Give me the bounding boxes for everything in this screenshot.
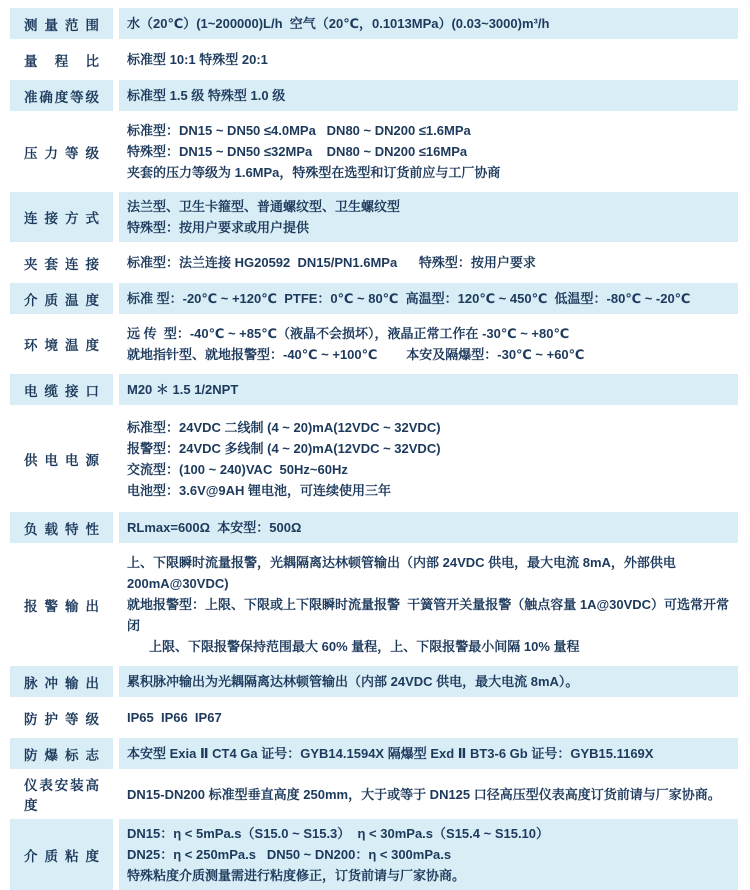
value-line: 上、下限瞬时流量报警，光耦隔离达林顿管输出（内部 24VDC 供电，最大电流 8mA，外部供电 200mA@30VDC) [127, 555, 680, 591]
row-label [10, 247, 113, 278]
row-label [10, 8, 113, 39]
row-value [119, 319, 738, 369]
row-value [119, 774, 738, 814]
row-label-text: 报警输出 [24, 598, 99, 614]
row-label-text: 压力等级 [24, 145, 99, 161]
spec-row-explosion-proof-mark [10, 738, 738, 769]
row-value [119, 374, 738, 405]
value-line: 水（20℃）(1~200000)L/h 空气（20℃，0.1013MPa）(0.03~3000)m³/h [127, 16, 550, 31]
row-label-text: 电缆接口 [24, 383, 99, 399]
row-label [10, 80, 113, 111]
row-label [10, 738, 113, 769]
value-line: DN15：η < 5mPa.s（S15.0 ~ S15.3） η < 30mPa.s（S15.4 ~ S15.10） [127, 826, 550, 841]
spec-row-medium-viscosity [10, 819, 738, 890]
row-label [10, 548, 113, 661]
row-value [119, 819, 738, 890]
spec-row-ambient-temperature [10, 319, 738, 369]
row-label-text: 连接方式 [24, 211, 99, 226]
row-value [119, 702, 738, 733]
spec-row-protection-class [10, 702, 738, 733]
row-value [119, 44, 738, 75]
value-line: 累积脉冲输出为光耦隔离达林顿管输出（内部 24VDC 供电，最大电流 8mA）。 [127, 674, 579, 689]
value-line: RLmax=600Ω 本安型：500Ω [127, 520, 302, 535]
value-line: 法兰型、卫生卡箍型、普通螺纹型、卫生螺纹型 [127, 199, 401, 214]
value-line: DN25：η < 250mPa.s DN50 ~ DN200：η < 300mPa.s [127, 847, 452, 862]
row-value [119, 666, 738, 697]
row-label [10, 283, 113, 314]
value-line: 特殊型：按用户要求或用户提供 [127, 220, 310, 235]
row-value [119, 512, 738, 543]
spec-row-pressure-rating [10, 116, 738, 187]
row-label-text: 准确度等级 [24, 89, 99, 105]
spec-row-connection-type [10, 192, 738, 242]
row-value [119, 116, 738, 187]
value-line: M20 ＊ 1.5 1/2NPT [127, 382, 239, 397]
row-label-text: 脉冲输出 [24, 675, 99, 691]
row-label [10, 374, 113, 405]
value-line: 电池型：3.6V@9AH 锂电池，可连续使用三年 [127, 482, 392, 498]
value-line: 报警型：24VDC 多线制 (4 ~ 20)mA(12VDC ~ 32VDC) [127, 440, 441, 456]
row-label-text: 仪表安装高度 [24, 778, 99, 813]
value-line: DN15-DN200 标准型垂直高度 250mm，大于或等于 DN125 口径高压型仪表高度订货前请与厂家协商。 [127, 786, 721, 802]
row-label-text: 介质温度 [24, 292, 99, 308]
row-value [119, 548, 738, 661]
row-label [10, 512, 113, 543]
row-value [119, 283, 738, 314]
value-line: 特殊粘度介质测量需进行粘度修正，订货前请与厂家协商。 [127, 868, 466, 883]
row-label-text: 防护等级 [24, 711, 99, 727]
value-line: 上限、下限报警保持范围最大 60% 量程，上、下限报警最小间隔 10% 量程 [149, 639, 580, 654]
row-label [10, 819, 113, 890]
spec-row-power-supply [10, 410, 738, 507]
row-label [10, 319, 113, 369]
row-label-text: 环境温度 [24, 338, 99, 353]
row-value [119, 192, 738, 242]
row-label-text: 供电电源 [24, 452, 99, 468]
spec-row-installation-height [10, 774, 738, 814]
row-label [10, 116, 113, 187]
row-label-text: 夹套连接 [24, 256, 99, 272]
value-line: 标准型 1.5 级 特殊型 1.0 级 [127, 88, 286, 103]
spec-row-pulse-output [10, 666, 738, 697]
row-label-text: 量程比 [24, 53, 99, 69]
value-line: 标准型 10:1 特殊型 20:1 [127, 52, 268, 67]
value-line: 标准型：法兰连接 HG20592 DN15/PN1.6MPa 特殊型：按用户要求 [127, 255, 536, 270]
row-label-text: 介质粘度 [24, 848, 99, 864]
row-label [10, 410, 113, 507]
value-line: IP65 IP66 IP67 [127, 710, 222, 725]
row-label [10, 44, 113, 75]
value-line: 远 传 型：-40℃ ~ +85℃（液晶不会损坏），液晶正常工作在 -30℃ ~ +80℃ [127, 326, 570, 341]
row-value [119, 738, 738, 769]
value-line: 就地报警型：上限、下限或上下限瞬时流量报警 干簧管开关量报警（触点容量 1A@30VDC）可选常开常闭 [127, 597, 730, 633]
row-label [10, 666, 113, 697]
row-label-text: 测量范围 [24, 17, 99, 33]
spec-row-medium-temperature [10, 283, 738, 314]
value-line: 就地指针型、就地报警型：-40℃ ~ +100℃ 本安及隔爆型：-30℃ ~ +60℃ [127, 347, 585, 362]
spec-row-cable-entry [10, 374, 738, 405]
value-line: 夹套的压力等级为 1.6MPa，特殊型在选型和订货前应与工厂协商 [127, 165, 501, 180]
spec-row-alarm-output [10, 548, 738, 661]
value-line: 特殊型：DN15 ~ DN50 ≤32MPa DN80 ~ DN200 ≤16MPa [127, 144, 468, 159]
value-line: 本安型 Exia Ⅱ CT4 Ga 证号：GYB14.1594X 隔爆型 Exd Ⅱ BT3-6 Gb 证号：GYB15.1169X [127, 746, 654, 761]
value-line: 标准型：24VDC 二线制 (4 ~ 20)mA(12VDC ~ 32VDC) [127, 419, 441, 435]
row-value [119, 247, 738, 278]
row-label-text: 防爆标志 [24, 747, 99, 763]
spec-row-turndown-ratio [10, 44, 738, 75]
row-label [10, 192, 113, 242]
spec-row-load-characteristic [10, 512, 738, 543]
spec-row-jacket-connection [10, 247, 738, 278]
row-value [119, 80, 738, 111]
row-label [10, 774, 113, 814]
value-line: 标准 型：-20℃ ~ +120℃ PTFE：0℃ ~ 80℃ 高温型：120℃ ~ 450℃ 低温型：-80℃ ~ -20℃ [127, 291, 691, 306]
row-value [119, 8, 738, 39]
row-value [119, 410, 738, 507]
value-line: 标准型：DN15 ~ DN50 ≤4.0MPa DN80 ~ DN200 ≤1.6MPa [127, 123, 471, 138]
row-label [10, 702, 113, 733]
row-label-text: 负载特性 [24, 521, 99, 537]
spec-row-measuring-range [10, 8, 738, 39]
spec-row-accuracy-class [10, 80, 738, 111]
value-line: 交流型：(100 ~ 240)VAC 50Hz~60Hz [127, 461, 348, 477]
